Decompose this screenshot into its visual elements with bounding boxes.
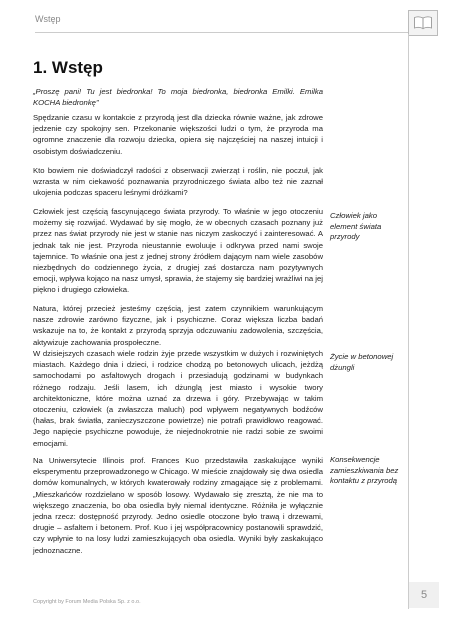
page-number: 5 [409, 582, 439, 608]
paragraph-6: Na Uniwersytecie Illinois prof. Frances Kuo przedstawiła zaskakujące wyniki eksperymentu przeprowadzonego w Chicago. W mieście znajdowały się dwa osiedla domów komunalnych, w których kwaterowały rodziny zmagające się z problemami. „Mieszkańców rozdzielano w sposób losowy. Wydawało się zresztą, że nie ma to większego znaczenia, bo oba osiedla były niemal identyczne. Różniła je wyłącznie jedna rzecz: dostępność przyrody. Jedno osiedle otoczone było trawą i drzewami, drugie – asfaltem i betonem. Prof. Kuo i jej współpracownicy postanowili sprawdzić, czy wpłynie to na losy ludzi zamieszkujących oba osiedla. Wyniki były zaskakująco jednoznaczne. [33, 456, 323, 555]
paragraph-2: Kto bowiem nie doświadczył radości z obserwacji zwierząt i roślin, nie poczuł, jak wzrasta w nim ciekawość poznawania przyrodniczego świata albo też nie zaznał ukojenia podczas spaceru leśnymi dróżkami? [33, 166, 323, 198]
chapter-title: 1. Wstęp [33, 58, 103, 77]
right-margin-rule [408, 34, 409, 609]
epigraph: „Proszę pani! Tu jest biedronka! To moja biedronka, biedronka Emilki. Emilka KOCHA biedronkę” [33, 87, 323, 108]
copyright-footer: Copyright by Forum Media Polska Sp. z o.o. [33, 599, 141, 605]
paragraph-4: Natura, której przecież jesteśmy częścią, jest zatem czynnikiem warunkującym nasze zdrowie zarówno fizyczne, jak i psychiczne. Coraz większa liczba badań wskazuje na to, że kontakt z przyrodą sprzyja odczuwaniu zadowolenia, szczęścia, aktywizuje zachowania prospołeczne. [33, 304, 323, 347]
page-header [0, 0, 450, 38]
margin-note-2: Życie w betonowej dżungli [330, 352, 394, 372]
running-header-title: Wstęp [35, 14, 61, 24]
paragraph-3: Człowiek jest częścią fascynującego świata przyrody. To właśnie w jego otoczeniu możemy się rozwijać. Wydawać by się mogło, że w obecnych czasach poznany już przez nas świat przyrody nie jest w stanie nas niczym zaskoczyć i zainteresować. A jednak tak nie jest. Przyroda nieustannie ewoluuje i odkrywa przed nami swoje tajemnice. To właśnie ona jest z jednej strony źródłem dającym nam wiele zasobów niezbędnych do codziennego życia, z drugiej zaś dostarcza nam pozytywnych emocji, wpływa kojąco na nasz umysł, sprawia, że stajemy się bardziej wrażliwi na jej piękno i drugiego człowieka. [33, 207, 323, 295]
margin-note-3: Konsekwencje zamieszkiwania bez kontaktu z przyrodą [330, 455, 399, 485]
header-rule [35, 32, 408, 33]
open-book-icon [413, 15, 433, 30]
paragraph-5: W dzisiejszych czasach wiele rodzin żyje przede wszystkim w dużych i rozwiniętych miastach. Każdego dnia i dzieci, i rodzice chodzą po betonowych ulicach, jeżdżą samochodami po asfaltowych drogach i przesiadują godzinami w budynkach różnego rodzaju. Jeśli lasem, ich dżunglą jest miasto i wysokie twory architektoniczne, które można uznać za drzewa i góry. Przebywając w takim otoczeniu, człowiek (a zwłaszcza maluch) pod wpływem negatywnych bodźców (hałas, brak światła, zanieczyszczone powietrze) nie potrafi prawidłowo reagować. Jego napięcie psychiczne powoduje, że niejednokrotnie nie radzi sobie ze swoimi emocjami. [33, 349, 323, 448]
paragraph-1: Spędzanie czasu w kontakcie z przyrodą jest dla dziecka równie ważne, jak zdrowe jedzenie czy spokojny sen. Przekonanie większości ludzi o tym, że przyroda ma ogromne znaczenie dla rozwoju dziecka, opiera się najczęściej na naszej intuicji i osobistym doświadczeniu. [33, 113, 323, 156]
margin-note-1: Człowiek jako element świata przyrody [330, 211, 382, 241]
